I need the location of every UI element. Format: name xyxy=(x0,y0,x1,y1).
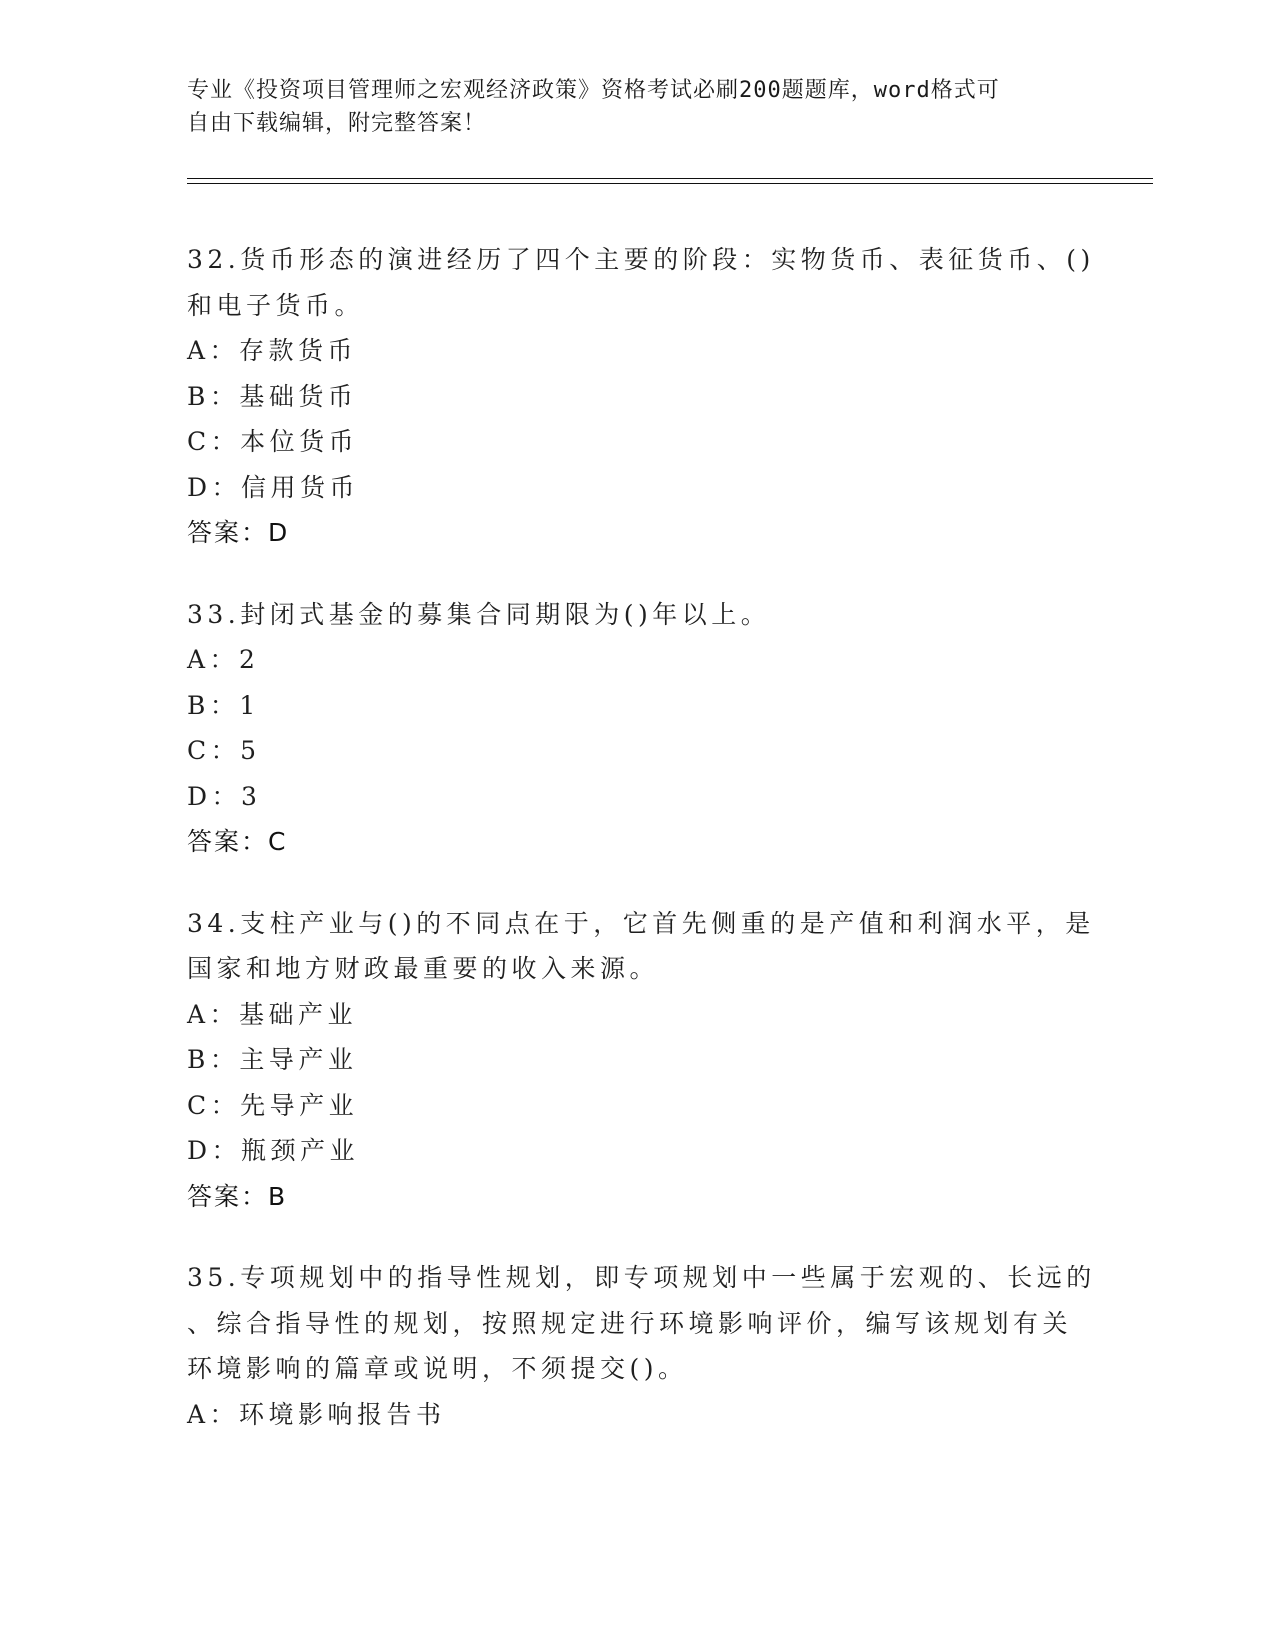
question-stem: 33.封闭式基金的募集合同期限为()年以上。 xyxy=(187,599,771,629)
question-stem: 和电子货币。 xyxy=(187,290,365,320)
option-d: D：3 xyxy=(187,781,262,811)
option-c: C：先导产业 xyxy=(187,1090,359,1120)
question-stem: 34.支柱产业与()的不同点在于，它首先侧重的是产值和利润水平，是 xyxy=(187,908,1095,938)
question-stem: 国家和地方财政最重要的收入来源。 xyxy=(187,954,660,983)
answer-label: 答案：D xyxy=(187,518,290,547)
option-a: A：环境影响报告书 xyxy=(187,1399,446,1429)
option-b: B：1 xyxy=(187,690,260,720)
answer-label: 答案：C xyxy=(187,827,288,856)
option-a: A：2 xyxy=(187,645,260,674)
question-33 xyxy=(187,592,1087,865)
header-line: 自由下载编辑，附完整答案！ xyxy=(187,111,487,136)
question-list xyxy=(187,237,1096,1473)
header-line: 专业《投资项目管理师之宏观经济政策》资格考试必刷200题题库，word格式可 xyxy=(187,78,1000,103)
option-a: A：存款货币 xyxy=(187,336,358,365)
question-32 xyxy=(187,237,1095,556)
option-b: B：主导产业 xyxy=(187,1045,358,1074)
option-c: C：5 xyxy=(187,736,261,765)
question-34 xyxy=(187,901,1095,1220)
question-35 xyxy=(187,1255,1096,1437)
option-a: A：基础产业 xyxy=(187,999,358,1029)
option-d: D：信用货币 xyxy=(187,472,360,502)
option-b: B：基础货币 xyxy=(187,381,358,411)
question-stem: 32.货币形态的演进经历了四个主要的阶段：实物货币、表征货币、() xyxy=(187,245,1095,274)
question-stem: 、综合指导性的规划，按照规定进行环境影响评价，编写该规划有关 xyxy=(187,1308,1073,1338)
option-c: C：本位货币 xyxy=(187,427,359,456)
question-stem: 35.专项规划中的指导性规划，即专项规划中一些属于宏观的、长远的 xyxy=(187,1263,1096,1292)
question-stem: 环境影响的篇章或说明，不须提交()。 xyxy=(187,1354,688,1383)
option-d: D：瓶颈产业 xyxy=(187,1136,360,1165)
document-header xyxy=(187,74,1067,140)
answer-label: 答案：B xyxy=(187,1181,288,1211)
header-divider xyxy=(187,183,1153,184)
header-divider xyxy=(187,178,1153,179)
